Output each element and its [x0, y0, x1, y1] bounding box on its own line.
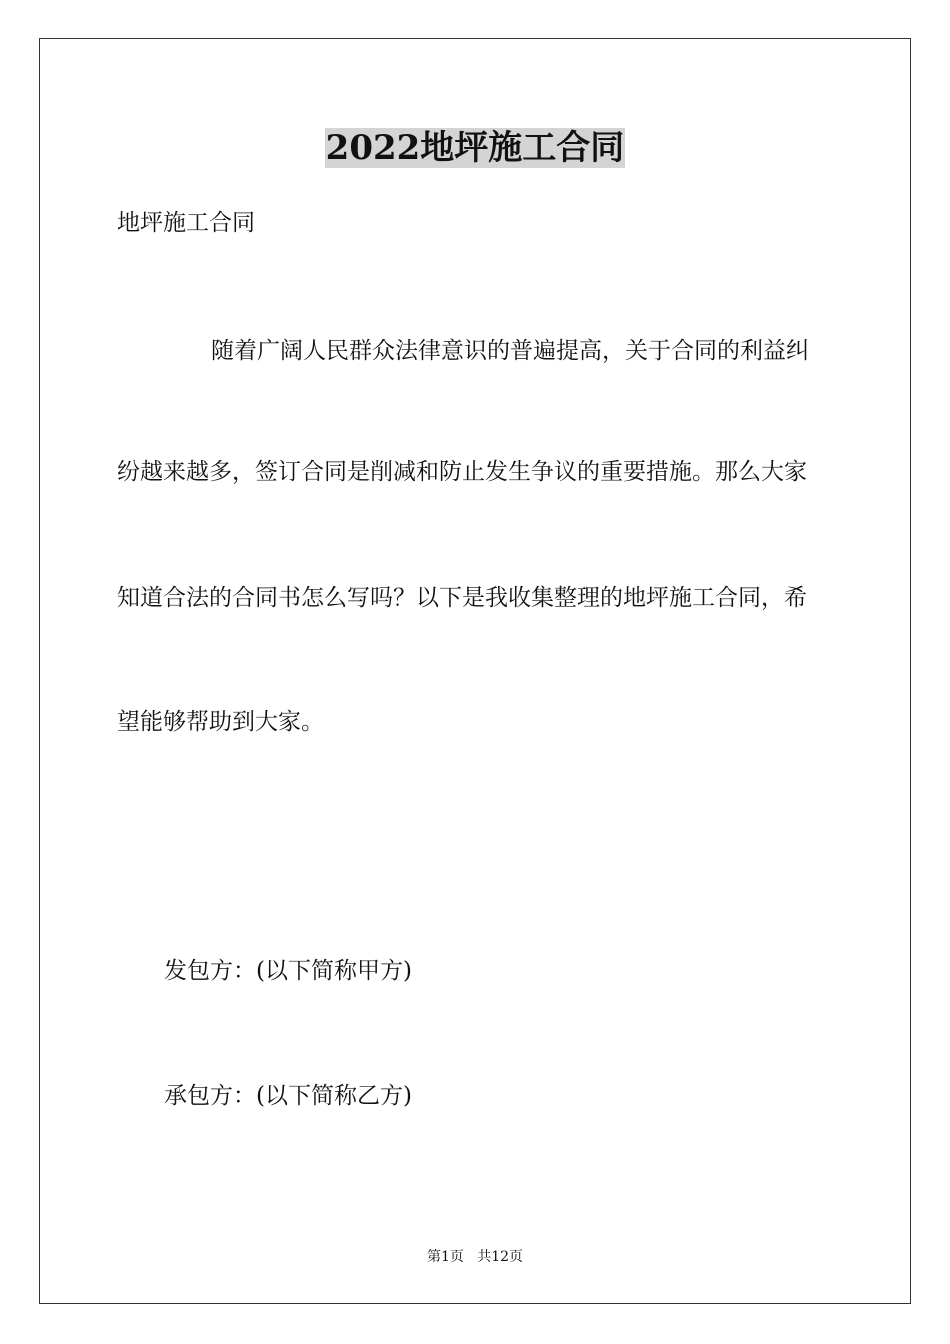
intro-line-4: 望能够帮助到大家。 [117, 709, 324, 735]
intro-line-2: 纷越来越多，签订合同是削减和防止发生争议的重要措施。那么大家 [117, 459, 807, 485]
page-footer: 第1页 共12页 [426, 1249, 524, 1265]
document-title [0, 126, 950, 170]
party-a-line: 发包方：(以下简称甲方) [164, 958, 412, 984]
document-subtitle: 地坪施工合同 [117, 210, 255, 236]
party-b-line: 承包方：(以下简称乙方) [164, 1083, 412, 1109]
intro-line-3: 知道合法的合同书怎么写吗？以下是我收集整理的地坪施工合同，希 [117, 585, 807, 611]
document-title-text: 2022地坪施工合同 [325, 128, 625, 168]
intro-line-1: 随着广阔人民群众法律意识的普遍提高，关于合同的利益纠 [211, 338, 809, 364]
